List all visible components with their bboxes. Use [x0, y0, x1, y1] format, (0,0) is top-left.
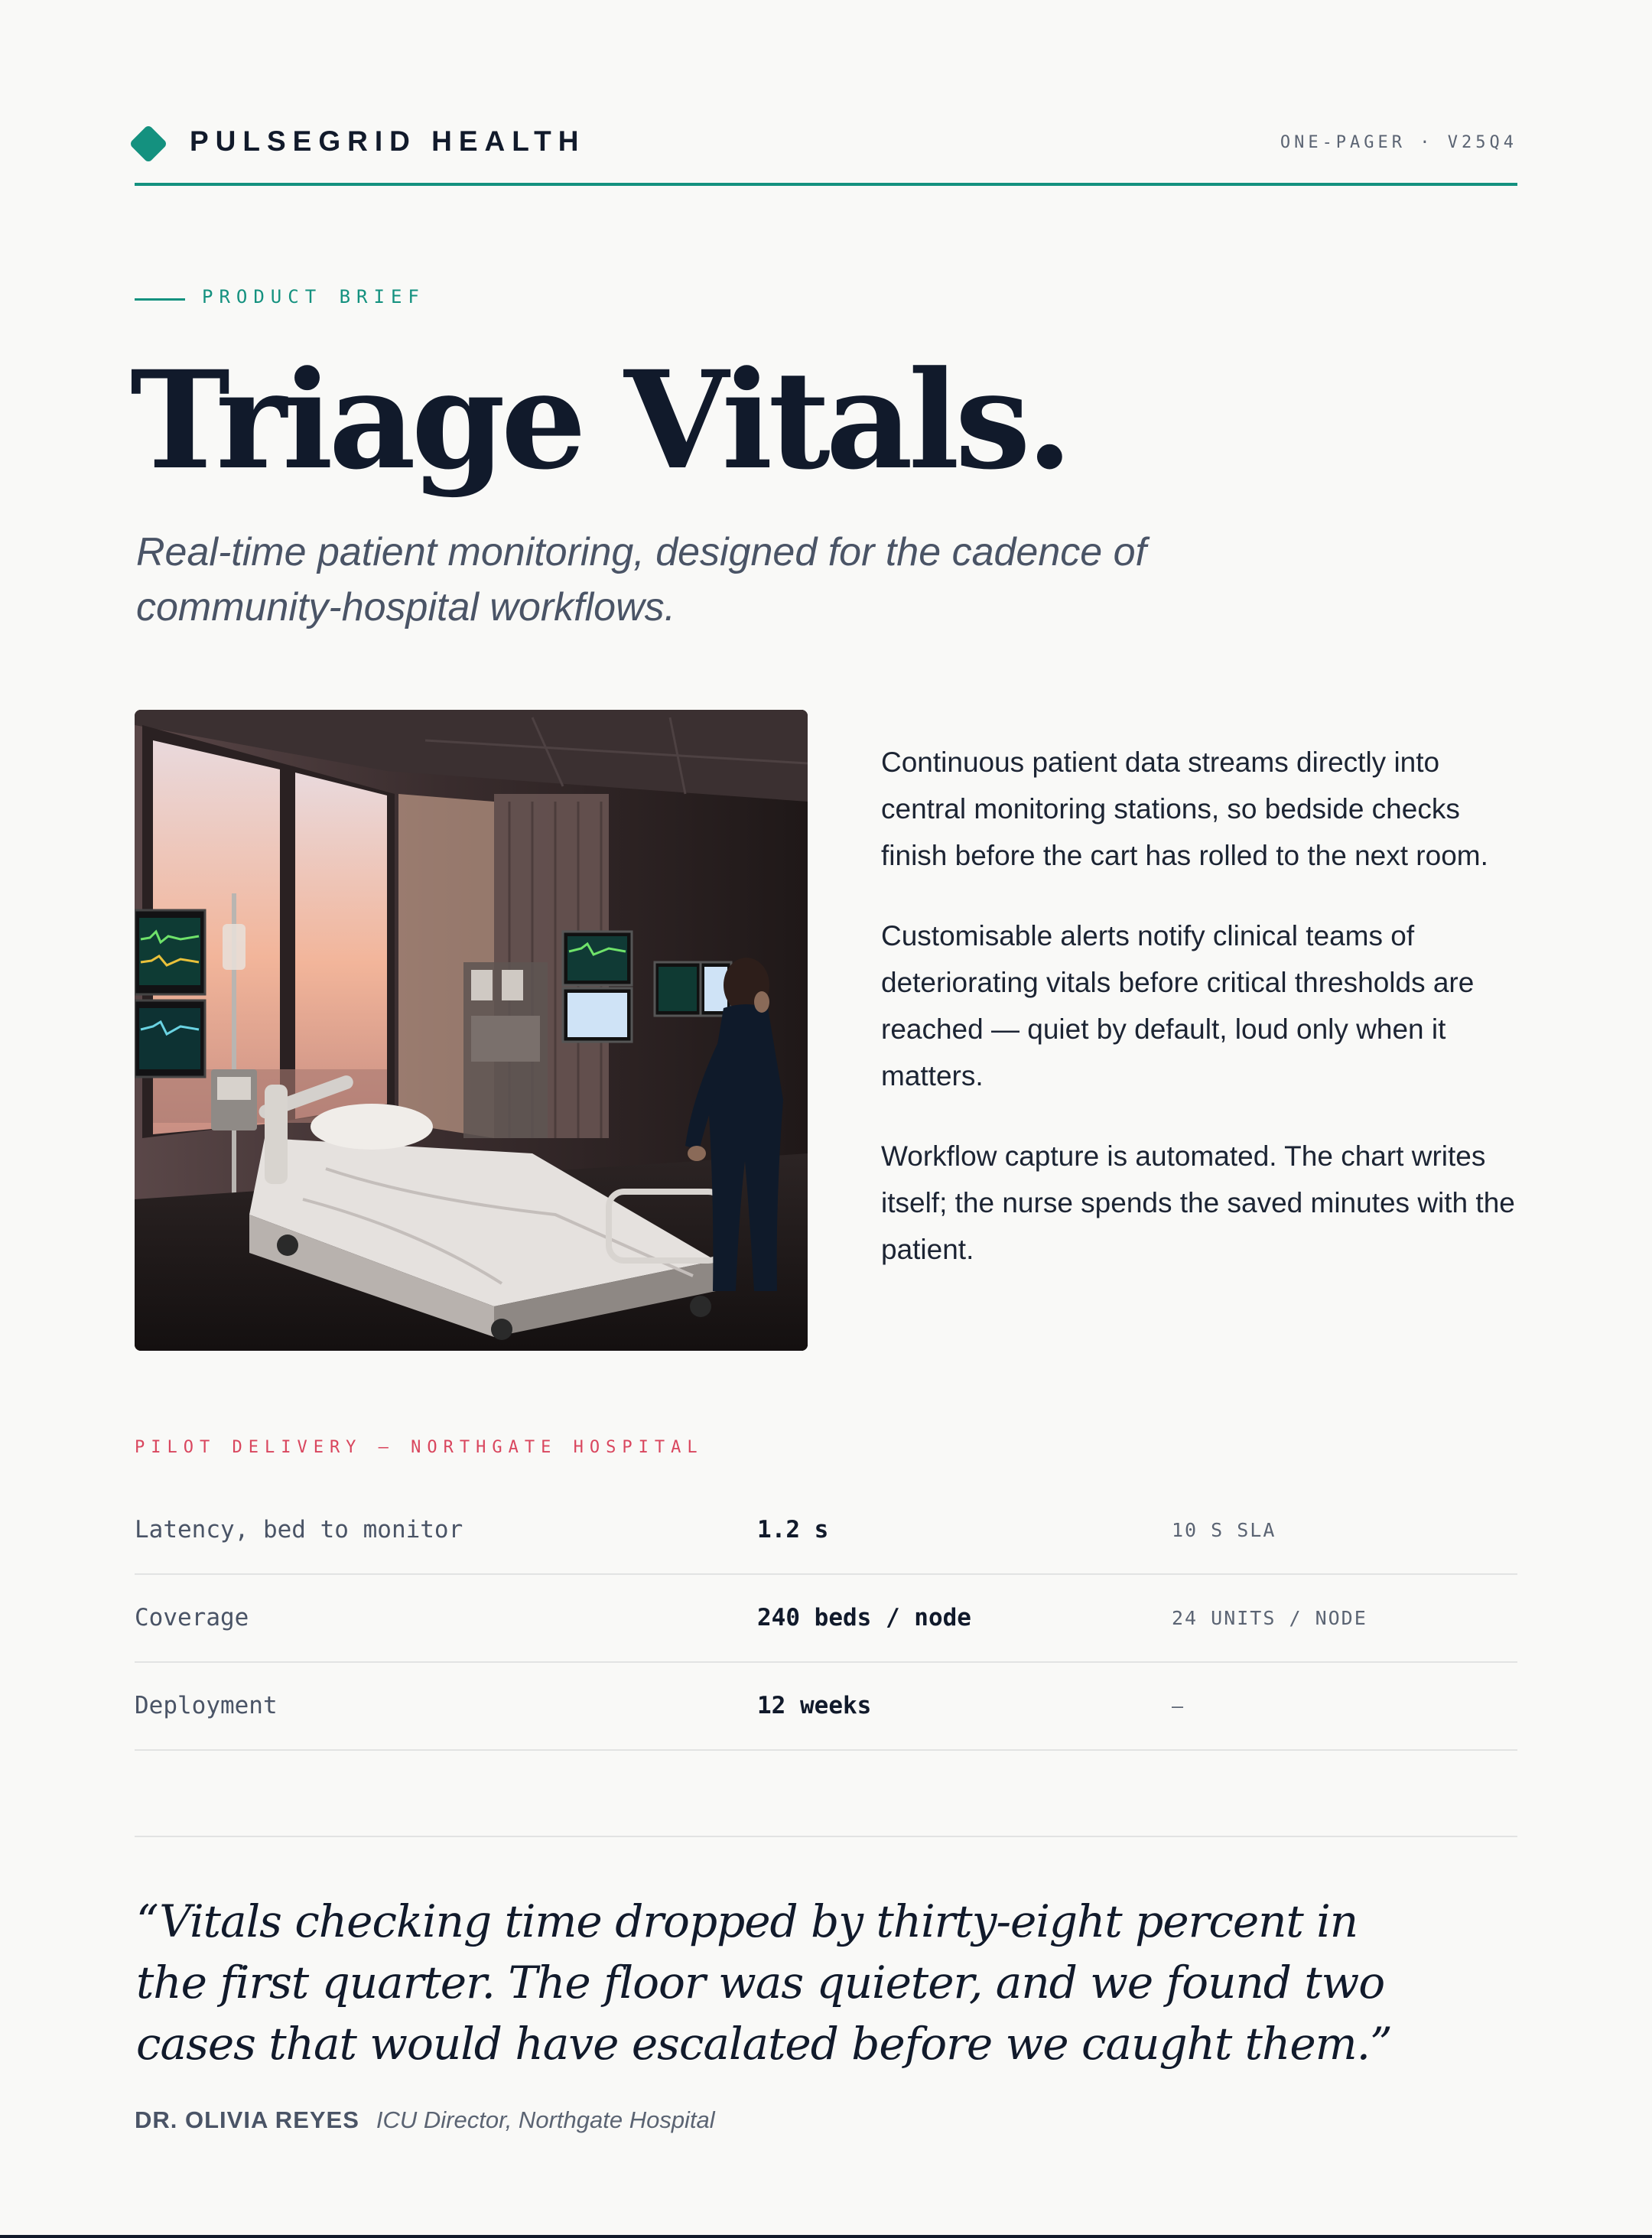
page-title: Triage Vitals.	[130, 341, 1068, 499]
metric-value: 12 weeks	[757, 1692, 872, 1719]
metric-label: Latency, bed to monitor	[135, 1516, 463, 1544]
pilot-section-label: PILOT DELIVERY — NORTHGATE HOSPITAL	[135, 1438, 704, 1457]
body-paragraph: Customisable alerts notify clinical teams of deteriorating vitals before critical thresholds are reached — quiet by default, loud only when it matters.	[881, 920, 1475, 1091]
quote-author: DR. OLIVIA REYES	[135, 2106, 359, 2133]
metric-note: —	[1172, 1695, 1185, 1717]
eyebrow-label: PRODUCT BRIEF	[202, 286, 425, 307]
body-paragraph: Continuous patient data streams directly into central monitoring stations, so bedside checks finish before the cart has rolled to the next room.	[881, 747, 1488, 871]
metric-row	[135, 1575, 1517, 1663]
metric-value: 1.2 s	[757, 1516, 829, 1544]
brand-diamond-icon	[129, 125, 168, 164]
metric-label: Deployment	[135, 1692, 278, 1719]
one-pager	[130, 0, 1517, 2238]
body-copy	[881, 739, 1517, 1306]
pilot-metrics-table	[135, 1487, 1517, 1751]
quote-attribution	[135, 2106, 715, 2134]
metric-note: 24 UNITS / NODE	[1172, 1607, 1367, 1629]
brand-name: PULSEGRID HEALTH	[190, 125, 586, 157]
eyebrow-dash	[135, 298, 185, 301]
hospital-room-illustration	[135, 710, 808, 1351]
metric-row	[135, 1663, 1517, 1751]
page-header	[135, 124, 1517, 185]
metric-row	[135, 1487, 1517, 1575]
metric-label: Coverage	[135, 1604, 249, 1631]
quote-divider	[135, 1836, 1517, 1837]
quote-author-role: ICU Director, Northgate Hospital	[376, 2106, 715, 2133]
page-bottom-border	[0, 2235, 1652, 2238]
hospital-room-photo	[135, 710, 808, 1351]
header-divider	[135, 183, 1517, 186]
body-paragraph: Workflow capture is automated. The chart writes itself; the nurse spends the saved minutes with the patient.	[881, 1140, 1515, 1265]
metric-note: 10 S SLA	[1172, 1519, 1276, 1541]
metric-value: 240 beds / node	[757, 1604, 971, 1631]
testimonial-quote: “Vitals checking time dropped by thirty-eight percent in the first quarter. The floor was quieter, and we found two cases that would have escalated before we caught them.”	[136, 1895, 1392, 2070]
document-version: ONE-PAGER · V25Q4	[1280, 133, 1517, 152]
page-subtitle: Real-time patient monitoring, designed for the cadence of community-hospital workflows.	[136, 530, 1146, 629]
